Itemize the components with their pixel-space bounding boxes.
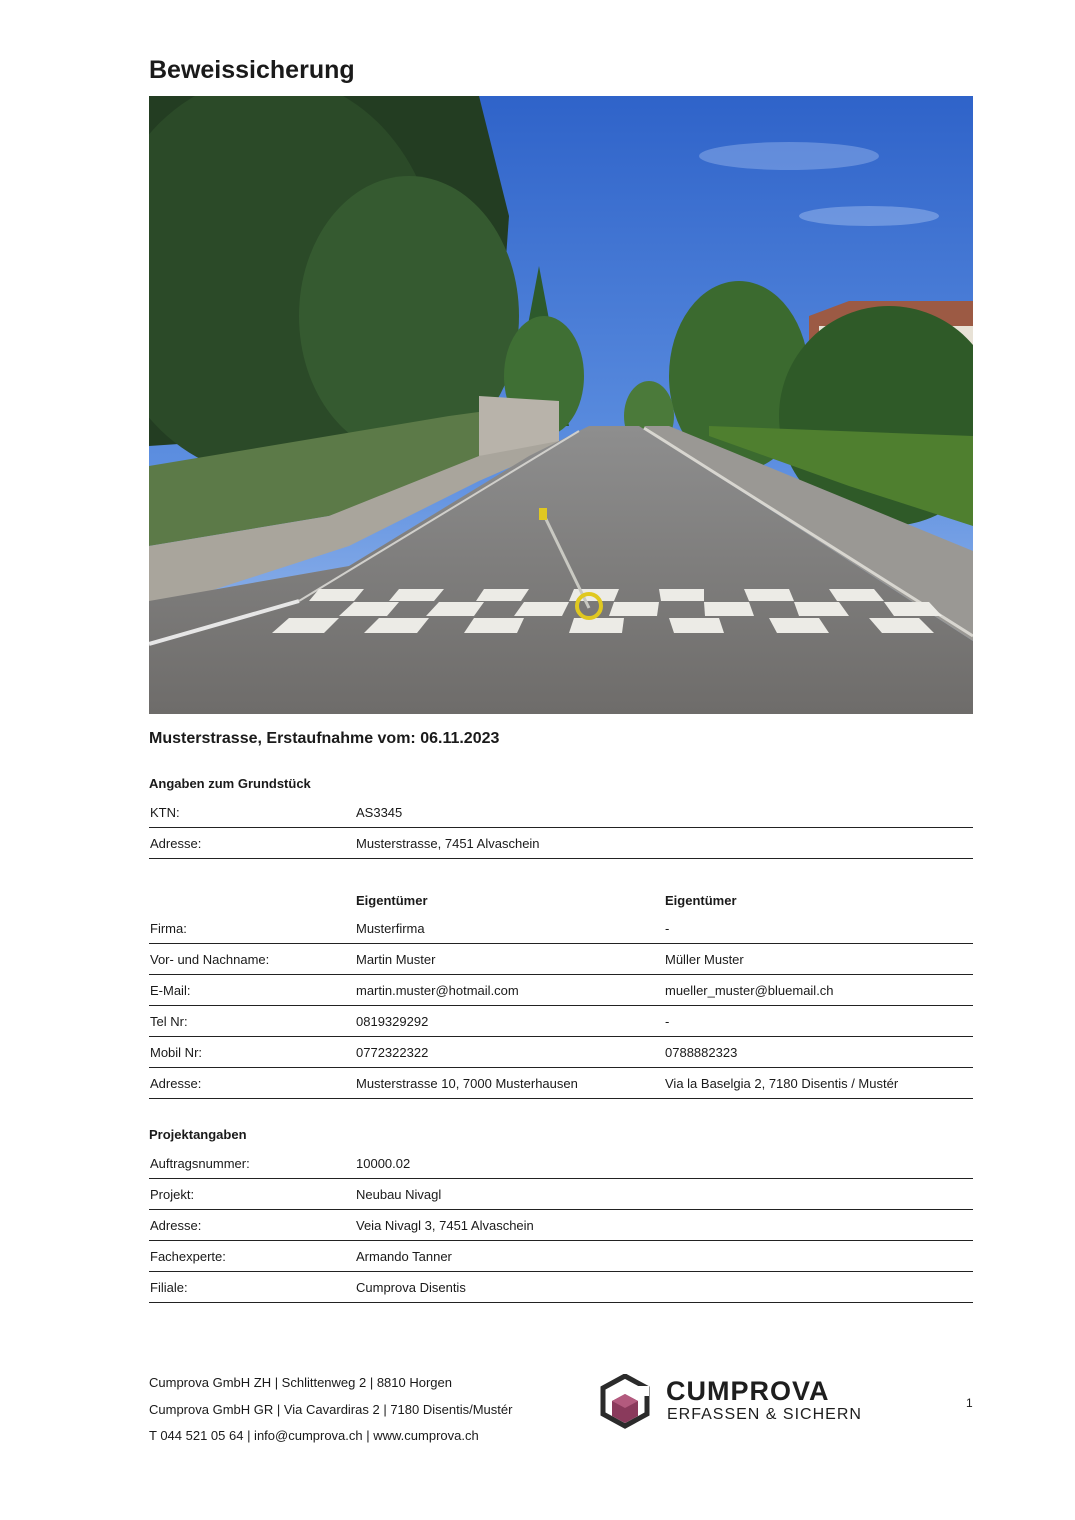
table-row <box>149 944 973 975</box>
row-label: KTN: <box>150 805 180 820</box>
table-row <box>149 1037 973 1068</box>
row-value: 10000.02 <box>356 1156 411 1171</box>
table-row <box>149 1148 973 1179</box>
owner2-value: - <box>665 1014 670 1029</box>
street-photo <box>149 96 973 714</box>
table-row <box>149 1241 973 1272</box>
cube-logo-icon <box>600 1374 650 1430</box>
owner-header-1: Eigentümer <box>356 893 428 908</box>
grundstueck-table <box>149 797 973 859</box>
company-logo <box>600 1374 900 1430</box>
project-table <box>149 1148 973 1303</box>
table-row <box>149 1006 973 1037</box>
table-row <box>149 975 973 1006</box>
owner2-value: - <box>665 921 670 936</box>
row-label: Adresse: <box>150 1076 202 1091</box>
page-number: 1 <box>966 1396 973 1410</box>
page-title: Beweissicherung <box>149 56 355 84</box>
table-row <box>149 913 973 944</box>
row-label: Fachexperte: <box>150 1249 226 1264</box>
logo-name: CUMPROVA <box>666 1376 830 1406</box>
row-value: Musterstrasse, 7451 Alvaschein <box>356 836 540 851</box>
row-label: Tel Nr: <box>150 1014 188 1029</box>
owner2-email: mueller_muster@bluemail.ch <box>665 983 834 998</box>
owner1-value: Martin Muster <box>356 952 436 967</box>
owner1-value: 0772322322 <box>356 1045 429 1060</box>
owner1-email: martin.muster@hotmail.com <box>356 983 519 998</box>
table-row <box>149 797 973 828</box>
owner2-value: 0788882323 <box>665 1045 738 1060</box>
row-value: Veia Nivagl 3, 7451 Alvaschein <box>356 1218 534 1233</box>
footer-contact: T 044 521 05 64 | info@cumprova.ch | www.cumprova.ch <box>149 1428 479 1443</box>
row-value: AS3345 <box>356 805 403 820</box>
row-label: E-Mail: <box>150 983 191 998</box>
row-label: Adresse: <box>150 1218 202 1233</box>
footer-address <box>149 1370 512 1450</box>
photo-caption: Musterstrasse, Erstaufnahme vom: 06.11.2023 <box>149 730 500 747</box>
owner1-value: Musterstrasse 10, 7000 Musterhausen <box>356 1076 578 1091</box>
section-title-projekt: Projektangaben <box>149 1127 247 1142</box>
row-label: Mobil Nr: <box>150 1045 203 1060</box>
row-label: Adresse: <box>150 836 202 851</box>
owner1-value: Musterfirma <box>356 921 425 936</box>
logo-tagline: ERFASSEN & SICHERN <box>667 1406 862 1423</box>
table-row <box>149 1272 973 1303</box>
row-value: Armando Tanner <box>356 1249 452 1264</box>
owner2-value: Müller Muster <box>665 952 744 967</box>
row-label: Firma: <box>150 921 187 936</box>
owner-table <box>149 913 973 1099</box>
table-row <box>149 828 973 859</box>
row-label: Projekt: <box>150 1187 195 1202</box>
owner2-value: Via la Baselgia 2, 7180 Disentis / Mustér <box>665 1076 899 1091</box>
row-label: Filiale: <box>150 1280 188 1295</box>
table-row <box>149 1210 973 1241</box>
table-row <box>149 1179 973 1210</box>
owner1-value: 0819329292 <box>356 1014 429 1029</box>
row-value: Cumprova Disentis <box>356 1280 466 1295</box>
footer-line-gr: Cumprova GmbH GR | Via Cavardiras 2 | 7180 Disentis/Mustér <box>149 1401 513 1417</box>
row-value: Neubau Nivagl <box>356 1187 442 1202</box>
row-label: Auftragsnummer: <box>150 1156 250 1171</box>
owner-header-2: Eigentümer <box>665 893 737 908</box>
table-row <box>149 1068 973 1099</box>
footer-line-zh: Cumprova GmbH ZH | Schlittenweg 2 | 8810 Horgen <box>149 1375 452 1390</box>
section-title-grundstueck: Angaben zum Grundstück <box>149 776 311 791</box>
row-label: Vor- und Nachname: <box>150 952 270 967</box>
